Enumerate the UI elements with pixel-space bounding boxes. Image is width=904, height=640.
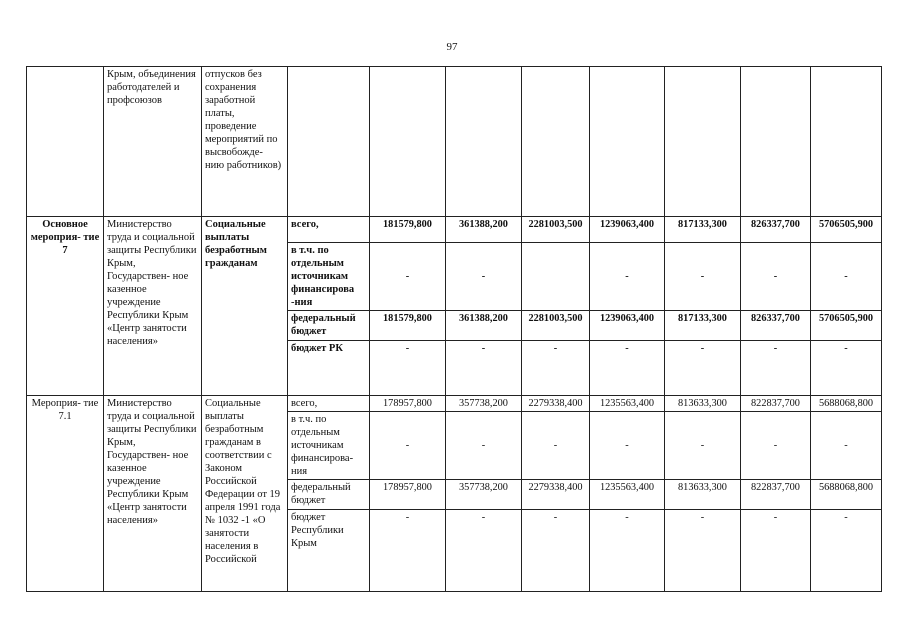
value-cell: 5688068,800 <box>811 480 882 510</box>
value-cell: 5706505,900 <box>811 217 882 243</box>
value-cell: - <box>590 341 665 396</box>
value-cell: - <box>370 510 446 592</box>
value-cell: - <box>811 341 882 396</box>
table-cell <box>288 67 370 217</box>
value-cell: - <box>590 243 665 311</box>
value-cell: - <box>741 412 811 480</box>
table-cell <box>811 67 882 217</box>
value-cell: - <box>446 243 522 311</box>
value-cell: 5706505,900 <box>811 311 882 341</box>
source-cell: в т.ч. по отдельным источникам финансирова -ния <box>288 243 370 311</box>
value-cell: - <box>522 412 590 480</box>
table-cell: отпусков без сохранения заработной платы, проведение мероприятий по высвобожде- нию работников) <box>202 67 288 217</box>
value-cell: - <box>370 412 446 480</box>
value-cell: - <box>590 412 665 480</box>
table-cell <box>522 67 590 217</box>
value-cell: - <box>665 341 741 396</box>
source-cell: в т.ч. по отдельным источникам финансирова- ния <box>288 412 370 480</box>
value-cell: 822837,700 <box>741 396 811 412</box>
value-cell: 813633,300 <box>665 480 741 510</box>
value-cell: - <box>446 341 522 396</box>
event-name: Социальные выплаты безработным гражданам <box>202 217 288 396</box>
value-cell: 5688068,800 <box>811 396 882 412</box>
table-row <box>27 396 882 412</box>
value-cell: - <box>811 412 882 480</box>
value-cell: 361388,200 <box>446 217 522 243</box>
value-cell: - <box>522 341 590 396</box>
source-cell: всего, <box>288 217 370 243</box>
value-cell: 181579,800 <box>370 311 446 341</box>
value-cell: 178957,800 <box>370 480 446 510</box>
source-cell: бюджет РК <box>288 341 370 396</box>
table-row <box>27 217 882 243</box>
value-cell: 1239063,400 <box>590 311 665 341</box>
value-cell: - <box>741 243 811 311</box>
value-cell: 813633,300 <box>665 396 741 412</box>
table-cell <box>370 67 446 217</box>
value-cell: 361388,200 <box>446 311 522 341</box>
value-cell: 357738,200 <box>446 396 522 412</box>
source-cell: федеральный бюджет <box>288 480 370 510</box>
value-cell: 2281003,500 <box>522 217 590 243</box>
value-cell: - <box>665 412 741 480</box>
table-cell <box>27 67 104 217</box>
value-cell: - <box>446 412 522 480</box>
source-cell: всего, <box>288 396 370 412</box>
value-cell: - <box>665 510 741 592</box>
event-name: Социальные выплаты безработным гражданам в соответствии с Законом Российской Федерации от 19 апреля 1991 года № 1032 -1 «О занятости населения в Российской <box>202 396 288 592</box>
value-cell: 1235563,400 <box>590 480 665 510</box>
table-cell <box>741 67 811 217</box>
value-cell: 1235563,400 <box>590 396 665 412</box>
value-cell: - <box>665 243 741 311</box>
value-cell: 822837,700 <box>741 480 811 510</box>
value-cell: 357738,200 <box>446 480 522 510</box>
value-cell <box>522 243 590 311</box>
value-cell: - <box>741 341 811 396</box>
value-cell: - <box>522 510 590 592</box>
value-cell: - <box>811 510 882 592</box>
value-cell: - <box>811 243 882 311</box>
value-cell: 181579,800 <box>370 217 446 243</box>
value-cell: 1239063,400 <box>590 217 665 243</box>
executor-cell: Министерство труда и социальной защиты Республики Крым, Государствен- ное казенное учреждение Республики Крым «Центр занятости населения» <box>104 396 202 592</box>
value-cell: 2279338,400 <box>522 396 590 412</box>
value-cell: 178957,800 <box>370 396 446 412</box>
event-label: Мероприя- тие 7.1 <box>27 396 104 592</box>
program-table <box>26 66 882 592</box>
executor-cell: Министерство труда и социальной защиты Республики Крым, Государствен- ное казенное учреждение Республики Крым «Центр занятости населения» <box>104 217 202 396</box>
page-number: 97 <box>446 41 458 53</box>
event-label: Основное мероприя- тие 7 <box>27 217 104 396</box>
value-cell: 826337,700 <box>741 311 811 341</box>
table-row <box>27 67 882 217</box>
table-cell: Крым, объединения работодателей и профсоюзов <box>104 67 202 217</box>
value-cell: - <box>590 510 665 592</box>
value-cell: 817133,300 <box>665 311 741 341</box>
table-cell <box>665 67 741 217</box>
value-cell: - <box>370 243 446 311</box>
value-cell: - <box>741 510 811 592</box>
value-cell: 2281003,500 <box>522 311 590 341</box>
value-cell: 2279338,400 <box>522 480 590 510</box>
value-cell: - <box>446 510 522 592</box>
table-cell <box>590 67 665 217</box>
table-cell <box>446 67 522 217</box>
value-cell: - <box>370 341 446 396</box>
source-cell: бюджет Республики Крым <box>288 510 370 592</box>
source-cell: федеральный бюджет <box>288 311 370 341</box>
value-cell: 826337,700 <box>741 217 811 243</box>
value-cell: 817133,300 <box>665 217 741 243</box>
